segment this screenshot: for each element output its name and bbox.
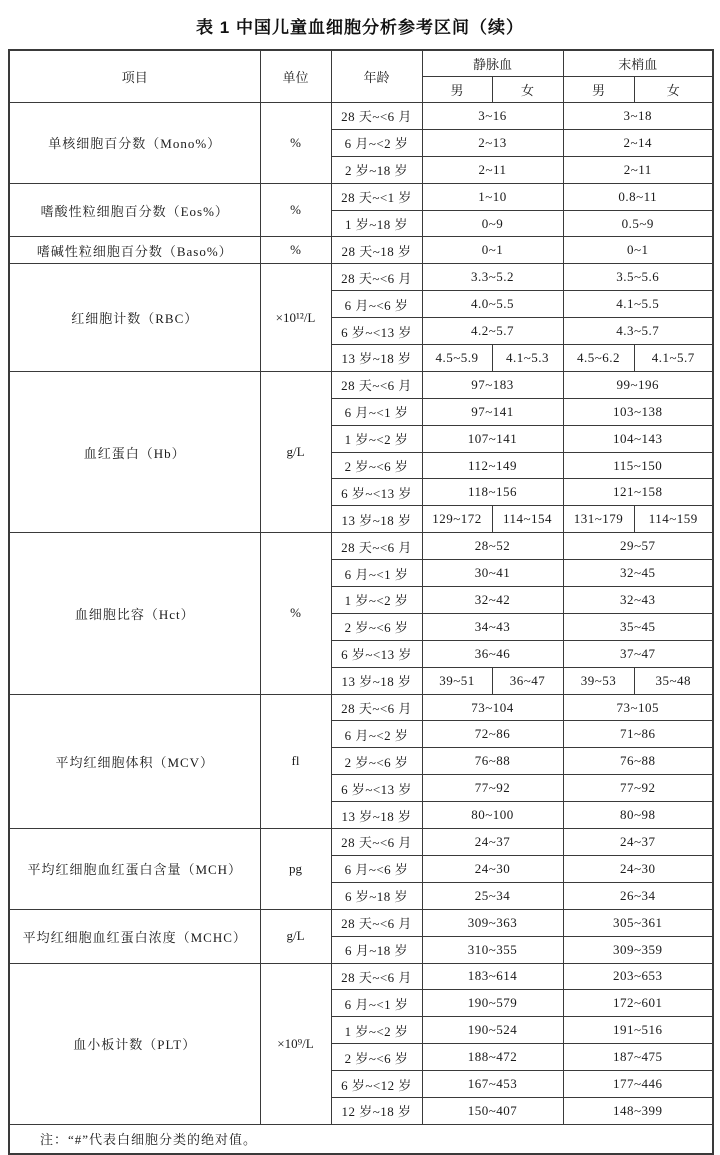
value-cell: 114~159 [634,506,713,533]
value-cell: 150~407 [422,1097,563,1124]
age-cell: 6 岁~<12 岁 [331,1071,422,1098]
value-cell: 30~41 [422,560,563,587]
age-cell: 1 岁~<2 岁 [331,587,422,614]
value-cell: 3~18 [563,103,713,130]
value-cell: 99~196 [563,371,713,398]
value-cell: 4.1~5.5 [563,291,713,318]
age-cell: 28 天~18 岁 [331,237,422,264]
value-cell: 115~150 [563,452,713,479]
unit-cell: % [260,183,331,237]
value-cell: 121~158 [563,479,713,506]
age-cell: 2 岁~<6 岁 [331,1044,422,1071]
value-cell: 29~57 [563,533,713,560]
value-cell: 76~88 [422,748,563,775]
age-cell: 6 月~<1 岁 [331,990,422,1017]
age-cell: 6 月~<2 岁 [331,129,422,156]
value-cell: 0~9 [422,210,563,237]
age-cell: 13 岁~18 岁 [331,667,422,694]
value-cell: 37~47 [563,640,713,667]
item-cell: 嗜酸性粒细胞百分数（Eos%） [9,183,260,237]
table-header [9,50,713,103]
header-capillary-female: 女 [634,77,713,103]
header-unit: 单位 [260,50,331,103]
value-cell: 309~363 [422,909,563,936]
item-cell: 血小板计数（PLT） [9,963,260,1124]
value-cell: 71~86 [563,721,713,748]
age-cell: 6 月~<6 岁 [331,855,422,882]
age-cell: 1 岁~18 岁 [331,210,422,237]
value-cell: 191~516 [563,1017,713,1044]
table-row [9,909,713,936]
age-cell: 28 天~<6 月 [331,909,422,936]
table-row [9,533,713,560]
age-cell: 6 月~<2 岁 [331,721,422,748]
unit-cell: % [260,237,331,264]
value-cell: 103~138 [563,398,713,425]
value-cell: 2~13 [422,129,563,156]
value-cell: 24~30 [422,855,563,882]
table-note: 注：“#”代表白细胞分类的绝对值。 [9,1124,713,1154]
value-cell: 172~601 [563,990,713,1017]
age-cell: 13 岁~18 岁 [331,506,422,533]
unit-cell: g/L [260,909,331,963]
table-title: 表 1 中国儿童血细胞分析参考区间（续） [196,18,524,37]
value-cell: 24~37 [422,829,563,856]
table-row [9,237,713,264]
value-cell: 32~45 [563,560,713,587]
item-cell: 血红蛋白（Hb） [9,371,260,532]
age-cell: 6 岁~<13 岁 [331,479,422,506]
reference-table [8,49,714,1155]
value-cell: 25~34 [422,882,563,909]
age-cell: 6 岁~<13 岁 [331,640,422,667]
value-cell: 190~579 [422,990,563,1017]
value-cell: 39~53 [563,667,634,694]
value-cell: 77~92 [422,775,563,802]
header-capillary-male: 男 [563,77,634,103]
value-cell: 4.3~5.7 [563,318,713,345]
value-cell: 97~141 [422,398,563,425]
unit-cell: % [260,533,331,694]
item-cell: 血细胞比容（Hct） [9,533,260,694]
value-cell: 35~48 [634,667,713,694]
value-cell: 3~16 [422,103,563,130]
table-footer [9,1124,713,1154]
table-row [9,103,713,130]
header-capillary: 末梢血 [563,50,713,77]
age-cell: 28 天~<6 月 [331,103,422,130]
table-row [9,371,713,398]
table-row [9,183,713,210]
value-cell: 39~51 [422,667,492,694]
age-cell: 2 岁~<6 岁 [331,748,422,775]
value-cell: 0.8~11 [563,183,713,210]
value-cell: 309~359 [563,936,713,963]
value-cell: 114~154 [492,506,563,533]
age-cell: 13 岁~18 岁 [331,345,422,372]
value-cell: 76~88 [563,748,713,775]
value-cell: 32~42 [422,587,563,614]
age-cell: 2 岁~<6 岁 [331,613,422,640]
value-cell: 36~46 [422,640,563,667]
age-cell: 28 天~<6 月 [331,694,422,721]
value-cell: 305~361 [563,909,713,936]
value-cell: 73~105 [563,694,713,721]
age-cell: 1 岁~<2 岁 [331,425,422,452]
table-row [9,963,713,990]
age-cell: 6 月~<1 岁 [331,398,422,425]
age-cell: 28 天~<6 月 [331,264,422,291]
value-cell: 104~143 [563,425,713,452]
value-cell: 177~446 [563,1071,713,1098]
value-cell: 24~30 [563,855,713,882]
table-body [9,103,713,1125]
value-cell: 2~14 [563,129,713,156]
value-cell: 26~34 [563,882,713,909]
value-cell: 32~43 [563,587,713,614]
value-cell: 0.5~9 [563,210,713,237]
age-cell: 28 天~<6 月 [331,371,422,398]
value-cell: 310~355 [422,936,563,963]
table-row [9,829,713,856]
item-cell: 平均红细胞血红蛋白浓度（MCHC） [9,909,260,963]
value-cell: 203~653 [563,963,713,990]
value-cell: 2~11 [563,156,713,183]
value-cell: 4.5~5.9 [422,345,492,372]
age-cell: 6 岁~18 岁 [331,882,422,909]
unit-cell: ×10¹²/L [260,264,331,372]
value-cell: 167~453 [422,1071,563,1098]
item-cell: 平均红细胞血红蛋白含量（MCH） [9,829,260,910]
age-cell: 6 岁~<13 岁 [331,775,422,802]
value-cell: 112~149 [422,452,563,479]
value-cell: 24~37 [563,829,713,856]
value-cell: 188~472 [422,1044,563,1071]
age-cell: 6 月~<1 岁 [331,560,422,587]
age-cell: 6 月~18 岁 [331,936,422,963]
header-item: 项目 [9,50,260,103]
unit-cell: fl [260,694,331,828]
header-age: 年龄 [331,50,422,103]
unit-cell: % [260,103,331,184]
age-cell: 13 岁~18 岁 [331,802,422,829]
value-cell: 187~475 [563,1044,713,1071]
table-row [9,264,713,291]
value-cell: 72~86 [422,721,563,748]
note-row [9,1124,713,1154]
value-cell: 73~104 [422,694,563,721]
value-cell: 0~1 [563,237,713,264]
age-cell: 2 岁~18 岁 [331,156,422,183]
value-cell: 4.5~6.2 [563,345,634,372]
age-cell: 12 岁~18 岁 [331,1097,422,1124]
unit-cell: ×10⁹/L [260,963,331,1124]
item-cell: 平均红细胞体积（MCV） [9,694,260,828]
value-cell: 3.5~5.6 [563,264,713,291]
value-cell: 36~47 [492,667,563,694]
value-cell: 118~156 [422,479,563,506]
unit-cell: g/L [260,371,331,532]
age-cell: 28 天~<6 月 [331,963,422,990]
value-cell: 28~52 [422,533,563,560]
value-cell: 190~524 [422,1017,563,1044]
age-cell: 1 岁~<2 岁 [331,1017,422,1044]
value-cell: 131~179 [563,506,634,533]
value-cell: 97~183 [422,371,563,398]
value-cell: 4.1~5.7 [634,345,713,372]
header-venous: 静脉血 [422,50,563,77]
value-cell: 1~10 [422,183,563,210]
item-cell: 单核细胞百分数（Mono%） [9,103,260,184]
value-cell: 77~92 [563,775,713,802]
header-row-1 [9,50,713,77]
value-cell: 0~1 [422,237,563,264]
value-cell: 35~45 [563,613,713,640]
item-cell: 嗜碱性粒细胞百分数（Baso%） [9,237,260,264]
table-row [9,694,713,721]
age-cell: 28 天~<6 月 [331,829,422,856]
age-cell: 2 岁~<6 岁 [331,452,422,479]
value-cell: 4.1~5.3 [492,345,563,372]
age-cell: 28 天~<1 岁 [331,183,422,210]
value-cell: 148~399 [563,1097,713,1124]
age-cell: 28 天~<6 月 [331,533,422,560]
unit-cell: pg [260,829,331,910]
age-cell: 6 岁~<13 岁 [331,318,422,345]
item-cell: 红细胞计数（RBC） [9,264,260,372]
value-cell: 2~11 [422,156,563,183]
value-cell: 4.0~5.5 [422,291,563,318]
value-cell: 80~98 [563,802,713,829]
age-cell: 6 月~<6 岁 [331,291,422,318]
value-cell: 3.3~5.2 [422,264,563,291]
value-cell: 80~100 [422,802,563,829]
header-venous-female: 女 [492,77,563,103]
header-venous-male: 男 [422,77,492,103]
value-cell: 4.2~5.7 [422,318,563,345]
value-cell: 129~172 [422,506,492,533]
value-cell: 183~614 [422,963,563,990]
value-cell: 107~141 [422,425,563,452]
value-cell: 34~43 [422,613,563,640]
